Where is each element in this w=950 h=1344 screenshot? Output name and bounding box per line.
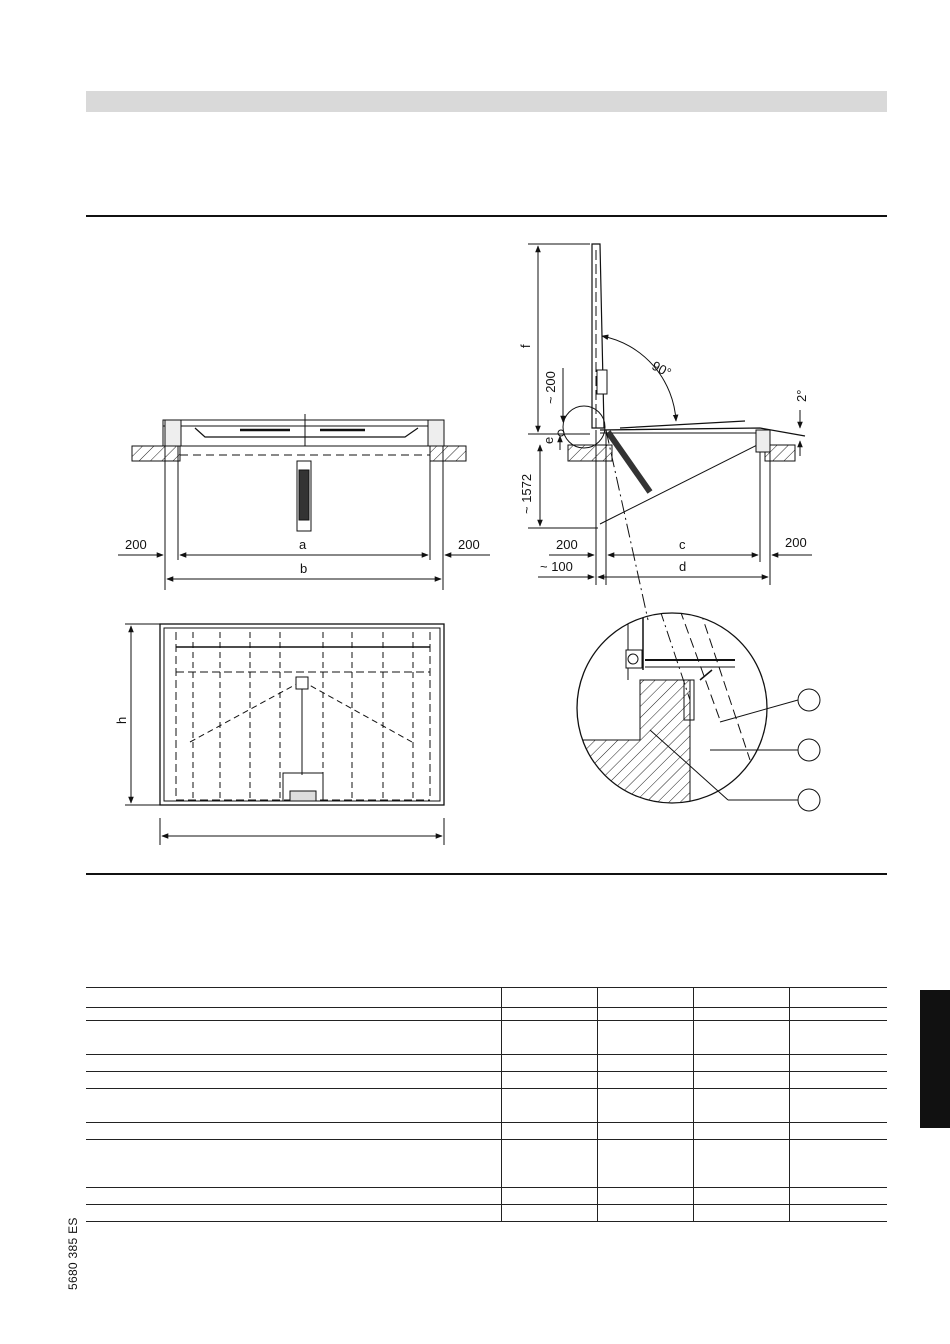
table-cell [597, 1021, 693, 1055]
table-cell [597, 1140, 693, 1188]
table-cell [86, 1188, 501, 1205]
table-row [86, 1072, 887, 1089]
table-cell [501, 1089, 597, 1123]
table-cell [86, 988, 501, 1008]
dim-a: a [299, 537, 307, 552]
table-cell [86, 1021, 501, 1055]
table-cell [597, 1055, 693, 1072]
table-cell [789, 1205, 887, 1222]
table-cell [501, 1140, 597, 1188]
dim-e: e [541, 436, 556, 444]
dim-b: b [300, 561, 308, 576]
table-cell [501, 1072, 597, 1089]
table-row [86, 1055, 887, 1072]
document-number: 5680 385 ES [66, 1217, 80, 1290]
detail-circle-drawing [575, 610, 820, 820]
dim-200-side-left: 200 [556, 537, 578, 552]
table-cell [597, 1205, 693, 1222]
table-cell [597, 1072, 693, 1089]
dim-right-200: 200 [458, 537, 480, 552]
table-cell [501, 1055, 597, 1072]
table-cell [693, 988, 789, 1008]
dim-f: f [518, 344, 533, 348]
table-cell [693, 1205, 789, 1222]
table-cell [597, 1123, 693, 1140]
table-cell [86, 1205, 501, 1222]
table-cell [501, 1123, 597, 1140]
table-cell [501, 1008, 597, 1021]
dim-1572: ~ 1572 [519, 473, 534, 514]
dim-100: ~ 100 [540, 559, 573, 574]
table-cell [789, 1188, 887, 1205]
table-cell [789, 1021, 887, 1055]
dim-c: c [679, 537, 686, 552]
table-cell [789, 1055, 887, 1072]
plan-view-drawing [125, 624, 444, 845]
table-cell [86, 1089, 501, 1123]
table-cell [789, 1089, 887, 1123]
dim-left-200: 200 [125, 537, 147, 552]
table-cell [693, 1072, 789, 1089]
table-cell [501, 1021, 597, 1055]
table-row [86, 1089, 887, 1123]
table-cell [501, 1205, 597, 1222]
table-cell [86, 1140, 501, 1188]
table-row [86, 1008, 887, 1021]
angle-2: 2° [794, 389, 809, 402]
table-row [86, 1140, 887, 1188]
dim-200-side-right: 200 [785, 535, 807, 550]
table-cell [789, 1140, 887, 1188]
dim-h: h [114, 716, 129, 724]
table-cell [86, 1055, 501, 1072]
table-cell [693, 1021, 789, 1055]
table-cell [86, 1008, 501, 1021]
table-cell [789, 988, 887, 1008]
table-cell [693, 1188, 789, 1205]
table-cell [501, 988, 597, 1008]
table-cell [693, 1140, 789, 1188]
table-cell [86, 1123, 501, 1140]
table-cell [789, 1072, 887, 1089]
table-row [86, 1021, 887, 1055]
table-cell [597, 1008, 693, 1021]
dim-200-vertical: ~ 200 [543, 371, 558, 404]
table-cell [693, 1055, 789, 1072]
table-cell [597, 988, 693, 1008]
table-cell [597, 1089, 693, 1123]
dim-d: d [679, 559, 687, 574]
angle-90: 90° [649, 357, 674, 381]
table-row [86, 1123, 887, 1140]
table-row [86, 1188, 887, 1205]
table-cell [789, 1123, 887, 1140]
table-row [86, 988, 887, 1008]
table-cell [501, 1188, 597, 1205]
table-cell [86, 1072, 501, 1089]
table-cell [693, 1089, 789, 1123]
spec-table [86, 987, 887, 1222]
table-row [86, 1205, 887, 1222]
table-cell [693, 1008, 789, 1021]
table-cell [597, 1188, 693, 1205]
table-cell [789, 1008, 887, 1021]
table-cell [693, 1123, 789, 1140]
